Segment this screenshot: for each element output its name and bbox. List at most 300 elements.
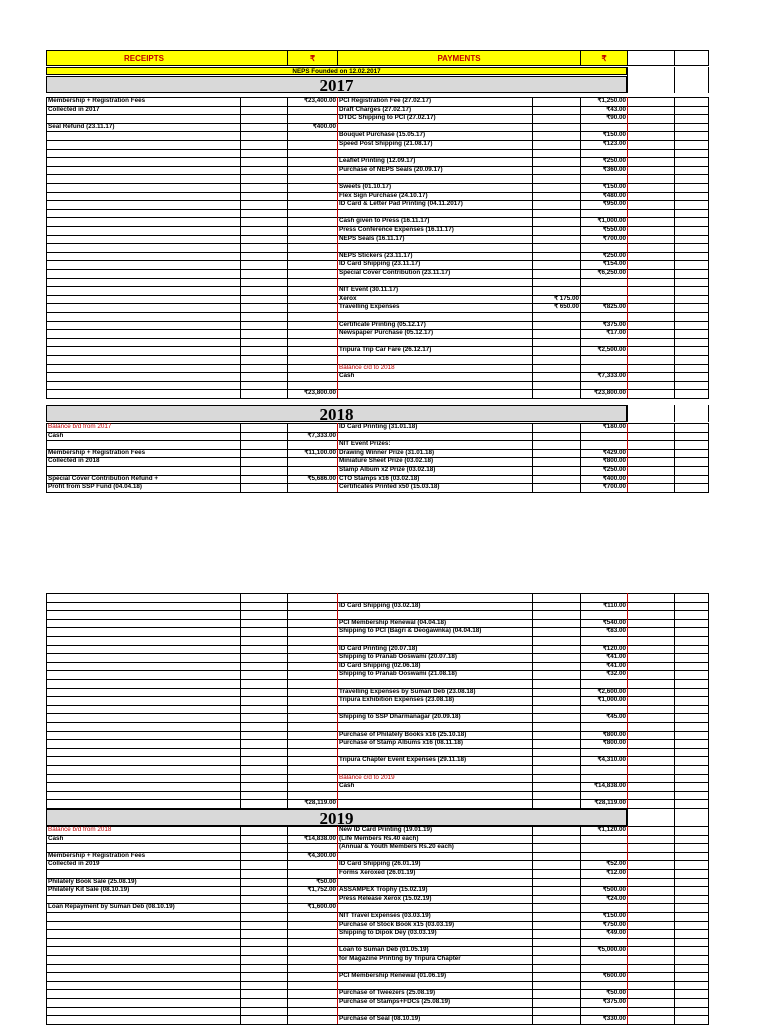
- ledger-row: [46, 243, 709, 252]
- receipt-description: [46, 243, 240, 252]
- spare-cell: [674, 295, 709, 304]
- receipt-amount: [287, 312, 337, 321]
- payment-subamount: [532, 174, 580, 183]
- payment-description: Cash given to Press (16.11.17): [337, 217, 532, 226]
- spare-cell: [240, 955, 287, 964]
- spare-cell: [627, 192, 674, 201]
- spare-cell: [627, 903, 674, 912]
- receipt-amount: [287, 645, 337, 654]
- payment-description: [337, 243, 532, 252]
- spare-cell: [240, 97, 287, 106]
- spare-cell: [240, 123, 287, 132]
- payment-description: [337, 938, 532, 947]
- spare-cell: [627, 123, 674, 132]
- ledger-row: [46, 260, 709, 269]
- payment-subamount: [532, 981, 580, 990]
- ledger-row: [46, 748, 709, 757]
- spare-cell: [627, 364, 674, 373]
- spare-cell: [674, 722, 709, 731]
- spare-cell: [674, 593, 709, 602]
- ledger-row: [46, 235, 709, 244]
- ledger-row: [46, 1007, 709, 1016]
- receipt-description: [46, 355, 240, 364]
- payment-amount: [580, 852, 627, 861]
- spare-cell: [240, 791, 287, 800]
- payment-subamount: [532, 972, 580, 981]
- spare-cell: [240, 355, 287, 364]
- payment-amount: ₹150.00: [580, 183, 627, 192]
- payment-amount: ₹750.00: [580, 921, 627, 930]
- ledger-row: [46, 782, 709, 791]
- spare-cell: [240, 278, 287, 287]
- spare-cell: [674, 869, 709, 878]
- receipt-description: [46, 688, 240, 697]
- ledger-row: [46, 329, 709, 338]
- payment-amount: ₹150.00: [580, 131, 627, 140]
- receipt-amount: [287, 843, 337, 852]
- receipt-amount: [287, 731, 337, 740]
- receipt-amount: [287, 440, 337, 449]
- payment-description: Bouquet Purchase (15.05.17): [337, 131, 532, 140]
- payment-subamount: [532, 157, 580, 166]
- payment-description: [337, 878, 532, 887]
- receipt-amount: [287, 364, 337, 373]
- payment-description: [337, 765, 532, 774]
- receipt-amount: ₹4,300.00: [287, 852, 337, 861]
- payment-description: Cash: [337, 372, 532, 381]
- spare-cell: [627, 423, 674, 432]
- spare-cell: [627, 381, 674, 390]
- spare-cell: [674, 252, 709, 261]
- payment-description: [337, 312, 532, 321]
- receipt-amount: [287, 593, 337, 602]
- payment-amount: ₹429.00: [580, 449, 627, 458]
- spare-cell: [240, 946, 287, 955]
- payment-subamount: [532, 200, 580, 209]
- payment-amount: ₹950.00: [580, 200, 627, 209]
- payment-description: [337, 123, 532, 132]
- ledger-row: [46, 364, 709, 373]
- spare-cell: [627, 929, 674, 938]
- payment-description: [337, 679, 532, 688]
- receipt-description: [46, 381, 240, 390]
- spare-cell: [240, 619, 287, 628]
- payment-description: NEPS Seals (16.11.17): [337, 235, 532, 244]
- spare-cell: [627, 878, 674, 887]
- payment-amount: ₹23,800.00: [580, 389, 627, 398]
- spare-cell: [674, 389, 709, 398]
- spare-cell: [240, 662, 287, 671]
- ledger-row: [46, 209, 709, 218]
- receipt-amount: ₹7,333.00: [287, 432, 337, 441]
- spare-cell: [674, 226, 709, 235]
- payment-description: ID Card Shipping (26.01.19): [337, 860, 532, 869]
- receipt-description: [46, 346, 240, 355]
- receipt-description: [46, 921, 240, 930]
- payment-subamount: [532, 338, 580, 347]
- ledger-row: [46, 619, 709, 628]
- payment-subamount: [532, 782, 580, 791]
- payment-subamount: [532, 645, 580, 654]
- receipt-amount: [287, 295, 337, 304]
- payment-amount: ₹700.00: [580, 235, 627, 244]
- spare-cell: [627, 149, 674, 158]
- receipt-description: [46, 713, 240, 722]
- spare-cell: [627, 912, 674, 921]
- spare-cell: [627, 457, 674, 466]
- receipt-description: [46, 705, 240, 714]
- spare-cell: [240, 593, 287, 602]
- spare-cell: [627, 200, 674, 209]
- spare-cell: [627, 483, 674, 492]
- payment-subamount: [532, 739, 580, 748]
- spare-cell: [627, 636, 674, 645]
- spare-cell: [674, 843, 709, 852]
- receipt-description: [46, 774, 240, 783]
- payment-amount: ₹1,250.00: [580, 97, 627, 106]
- ledger-row: [46, 183, 709, 192]
- payment-subamount: ₹ 650.00: [532, 303, 580, 312]
- spare-cell: [674, 860, 709, 869]
- ledger-row: [46, 602, 709, 611]
- receipt-description: [46, 260, 240, 269]
- spare-cell: [627, 670, 674, 679]
- payment-description: [337, 610, 532, 619]
- year-heading-2019: 2019: [46, 809, 627, 826]
- payment-subamount: [532, 252, 580, 261]
- spare-cell: [627, 140, 674, 149]
- ledger-row: [46, 226, 709, 235]
- receipt-description: [46, 321, 240, 330]
- receipt-amount: [287, 355, 337, 364]
- receipt-amount: [287, 955, 337, 964]
- ledger-row: [46, 200, 709, 209]
- payment-description: [337, 593, 532, 602]
- payment-amount: [580, 243, 627, 252]
- receipt-description: [46, 696, 240, 705]
- spare-cell: [627, 713, 674, 722]
- receipt-description: [46, 610, 240, 619]
- payment-description: [337, 209, 532, 218]
- payment-amount: [580, 765, 627, 774]
- spare-cell: [240, 321, 287, 330]
- spare-cell: [674, 627, 709, 636]
- receipt-amount: [287, 627, 337, 636]
- payment-subamount: [532, 791, 580, 800]
- spare-cell: [240, 731, 287, 740]
- payment-description: [337, 149, 532, 158]
- spare-cell: [674, 338, 709, 347]
- spare-cell: [240, 252, 287, 261]
- spare-cell: [627, 610, 674, 619]
- ledger-row: [46, 869, 709, 878]
- payment-subamount: [532, 166, 580, 175]
- spare-cell: [627, 782, 674, 791]
- receipt-description: [46, 235, 240, 244]
- spare-cell: [627, 209, 674, 218]
- spare-cell: [240, 826, 287, 835]
- payment-subamount: [532, 286, 580, 295]
- payment-description: Press Conference Expenses (16.11.17): [337, 226, 532, 235]
- spare-cell: [674, 381, 709, 390]
- receipt-description: [46, 174, 240, 183]
- receipt-description: [46, 149, 240, 158]
- spare-cell: [627, 217, 674, 226]
- ledger-row: [46, 192, 709, 201]
- payment-amount: ₹825.00: [580, 303, 627, 312]
- payment-description: Cash: [337, 782, 532, 791]
- spare-cell: [674, 619, 709, 628]
- ledger-row: [46, 860, 709, 869]
- receipt-amount: [287, 756, 337, 765]
- spare-cell: [627, 826, 674, 835]
- payment-description: Balance c/d to 2019: [337, 774, 532, 783]
- spare-cell: [627, 97, 674, 106]
- spare-column-cell: [46, 76, 709, 93]
- spare-cell: [240, 688, 287, 697]
- spare-cell: [627, 1007, 674, 1016]
- payment-subamount: [532, 278, 580, 287]
- spare-cell: [674, 921, 709, 930]
- payment-subamount: [532, 653, 580, 662]
- receipt-description: [46, 739, 240, 748]
- receipt-description: [46, 338, 240, 347]
- receipt-amount: [287, 998, 337, 1007]
- receipt-description: [46, 1015, 240, 1024]
- receipt-description: [46, 843, 240, 852]
- receipt-description: [46, 372, 240, 381]
- receipt-description: Balance b/d from 2018: [46, 826, 240, 835]
- receipt-amount: [287, 183, 337, 192]
- payment-amount: ₹330.00: [580, 1015, 627, 1024]
- payment-description: PCI Membership Renewal (04.04.18): [337, 619, 532, 628]
- ledger-row: [46, 670, 709, 679]
- spare-cell: [627, 286, 674, 295]
- payment-description: [337, 748, 532, 757]
- spare-cell: [240, 989, 287, 998]
- payment-subamount: [532, 895, 580, 904]
- payment-subamount: [532, 679, 580, 688]
- spare-cell: [240, 722, 287, 731]
- payment-description: Travelling Expenses: [337, 303, 532, 312]
- payment-subamount: [532, 449, 580, 458]
- spare-cell: [627, 679, 674, 688]
- receipt-amount: ₹50.00: [287, 878, 337, 887]
- spare-cell: [627, 329, 674, 338]
- ledger-row: [46, 166, 709, 175]
- receipt-amount: [287, 791, 337, 800]
- payment-amount: ₹500.00: [580, 886, 627, 895]
- payment-description: [337, 432, 532, 441]
- spare-cell: [627, 972, 674, 981]
- spare-cell: [240, 303, 287, 312]
- payment-description: [337, 338, 532, 347]
- receipt-amount: [287, 106, 337, 115]
- spare-cell: [240, 423, 287, 432]
- payment-subamount: [532, 364, 580, 373]
- payment-amount: ₹50.00: [580, 989, 627, 998]
- receipt-description: [46, 748, 240, 757]
- spare-cell: [674, 1015, 709, 1024]
- spare-cell: [674, 912, 709, 921]
- payment-subamount: [532, 799, 580, 808]
- payment-description: (Life Members Rs.40 each): [337, 835, 532, 844]
- spare-cell: [627, 114, 674, 123]
- ledger-row: [46, 653, 709, 662]
- spare-cell: [240, 114, 287, 123]
- ledger-row: [46, 903, 709, 912]
- spare-cell: [240, 269, 287, 278]
- spare-cell: [240, 653, 287, 662]
- payment-amount: [580, 338, 627, 347]
- spare-cell: [627, 440, 674, 449]
- payment-amount: ₹123.00: [580, 140, 627, 149]
- receipt-amount: [287, 483, 337, 492]
- ledger-row: [46, 140, 709, 149]
- ledger-row: [46, 423, 709, 432]
- payment-description: Shipping to Pranab Ooswami (20.07.18): [337, 653, 532, 662]
- receipt-amount: [287, 140, 337, 149]
- payment-subamount: [532, 921, 580, 930]
- payment-subamount: [532, 140, 580, 149]
- spare-cell: [240, 449, 287, 458]
- ledger-row: [46, 765, 709, 774]
- ledger-row: [46, 466, 709, 475]
- ledger-row: [46, 432, 709, 441]
- payment-amount: [580, 636, 627, 645]
- spare-cell: [627, 938, 674, 947]
- spare-cell: [674, 329, 709, 338]
- payment-amount: [580, 774, 627, 783]
- spare-cell: [627, 989, 674, 998]
- spare-cell: [674, 157, 709, 166]
- ledger-row: [46, 722, 709, 731]
- ledger-row: [46, 475, 709, 484]
- payment-description: Purchase of Seal (08.10.19): [337, 1015, 532, 1024]
- payment-subamount: [532, 1007, 580, 1016]
- payment-subamount: [532, 955, 580, 964]
- spare-cell: [240, 217, 287, 226]
- ledger-row: [46, 679, 709, 688]
- payment-description: NIT Event (30.11.17): [337, 286, 532, 295]
- payment-description: ID Card Printing (20.07.18): [337, 645, 532, 654]
- spare-cell: [674, 483, 709, 492]
- payment-description: Purchase of Stamp Albums x16 (08.11.18): [337, 739, 532, 748]
- payment-amount: ₹250.00: [580, 252, 627, 261]
- receipt-description: [46, 269, 240, 278]
- spare-cell: [674, 998, 709, 1007]
- spare-cell: [674, 799, 709, 808]
- ledger-row: [46, 286, 709, 295]
- spare-cell: [674, 200, 709, 209]
- ledger-row: [46, 114, 709, 123]
- spare-cell: [674, 688, 709, 697]
- payment-amount: [580, 295, 627, 304]
- receipt-description: [46, 946, 240, 955]
- spare-cell: [674, 972, 709, 981]
- payment-amount: ₹45.00: [580, 713, 627, 722]
- spare-cell: [240, 483, 287, 492]
- spare-cell: [674, 610, 709, 619]
- ledger-row: [46, 696, 709, 705]
- spare-cell: [240, 106, 287, 115]
- ledger-row: [46, 457, 709, 466]
- spare-cell: [674, 312, 709, 321]
- payment-subamount: [532, 826, 580, 835]
- spare-cell: [627, 619, 674, 628]
- payment-subamount: [532, 217, 580, 226]
- spare-cell: [674, 372, 709, 381]
- payment-description: Leaflet Printing (12.09.17): [337, 157, 532, 166]
- receipt-amount: [287, 235, 337, 244]
- payment-subamount: [532, 209, 580, 218]
- spare-cell: [240, 174, 287, 183]
- payment-amount: ₹540.00: [580, 619, 627, 628]
- payment-amount: [580, 381, 627, 390]
- spare-cell: [627, 696, 674, 705]
- payment-amount: [580, 364, 627, 373]
- spare-cell: [674, 321, 709, 330]
- spare-cell: [627, 662, 674, 671]
- receipt-amount: ₹400.00: [287, 123, 337, 132]
- receipt-amount: [287, 860, 337, 869]
- receipt-amount: [287, 1015, 337, 1024]
- spare-cell: [674, 364, 709, 373]
- receipt-amount: [287, 938, 337, 947]
- payment-subamount: [532, 97, 580, 106]
- spare-cell: [240, 627, 287, 636]
- payment-amount: ₹43.00: [580, 106, 627, 115]
- receipt-amount: [287, 372, 337, 381]
- spare-cell: [240, 286, 287, 295]
- spare-cell: [240, 235, 287, 244]
- payment-description: ID Card Shipping (23.11.17): [337, 260, 532, 269]
- payment-description: ID Card Shipping (02.06.18): [337, 662, 532, 671]
- receipt-amount: [287, 705, 337, 714]
- receipt-description: Cash: [46, 835, 240, 844]
- spare-cell: [627, 688, 674, 697]
- payment-description: [337, 722, 532, 731]
- payment-subamount: [532, 466, 580, 475]
- receipt-description: [46, 252, 240, 261]
- ledger-row: [46, 955, 709, 964]
- ledger-row: [46, 381, 709, 390]
- payment-description: (Annual & Youth Members Rs.20 each): [337, 843, 532, 852]
- payment-amount: [580, 679, 627, 688]
- payment-amount: ₹400.00: [580, 475, 627, 484]
- spare-cell: [240, 131, 287, 140]
- ledger-row: [46, 731, 709, 740]
- ledger-row: [46, 878, 709, 887]
- ledger-row: [46, 791, 709, 800]
- spare-cell: [627, 653, 674, 662]
- payment-subamount: [532, 610, 580, 619]
- spare-cell: [627, 791, 674, 800]
- receipt-amount: [287, 329, 337, 338]
- receipt-amount: [287, 346, 337, 355]
- spare-cell: [240, 756, 287, 765]
- spare-cell: [240, 389, 287, 398]
- payment-subamount: [532, 372, 580, 381]
- ledger-row: [46, 921, 709, 930]
- receipt-description: Loan Repayment by Suman Deb (08.10.19): [46, 903, 240, 912]
- payment-subamount: [532, 593, 580, 602]
- spare-cell: [674, 826, 709, 835]
- payment-amount: ₹49.00: [580, 929, 627, 938]
- ledger-row: [46, 372, 709, 381]
- payment-amount: ₹6,250.00: [580, 269, 627, 278]
- spare-cell: [627, 278, 674, 287]
